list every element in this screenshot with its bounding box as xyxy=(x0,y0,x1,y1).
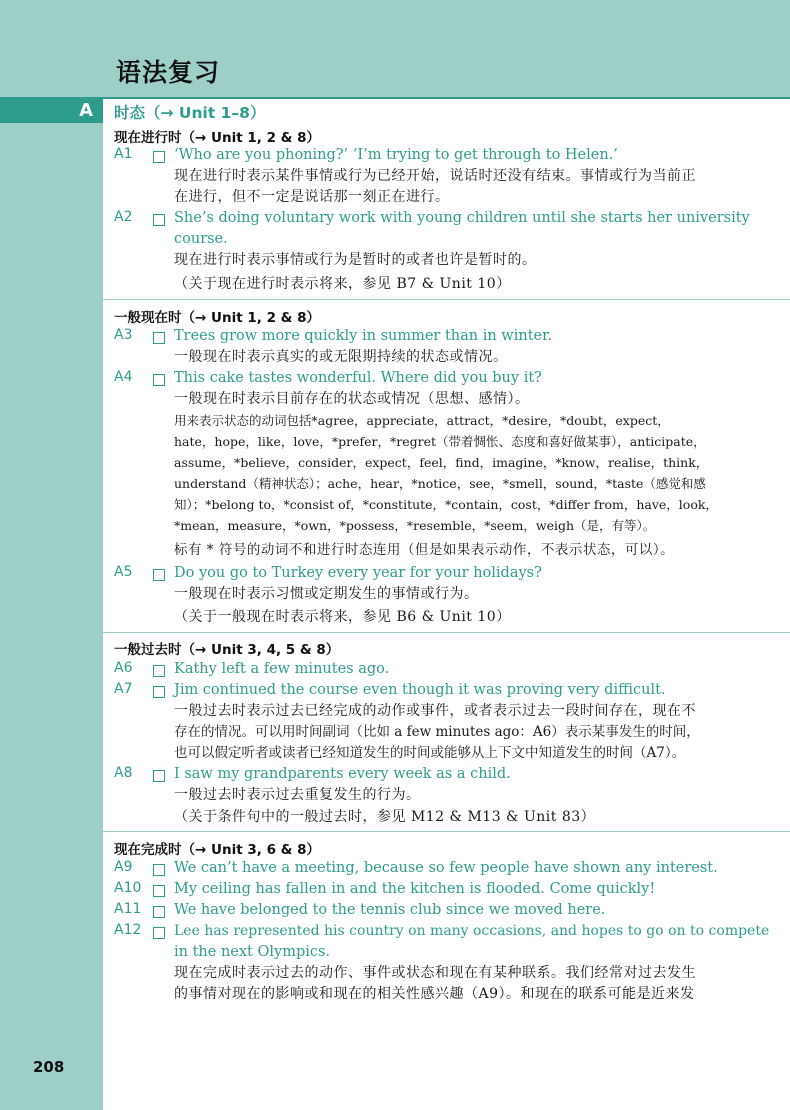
note-a2-1: 现在进行时表示事情或行为是暂时的或者也许是暂时的。 xyxy=(174,252,537,268)
example-a4: This cake tastes wonderful. Where did you buy it? xyxy=(174,370,542,386)
divider xyxy=(103,299,790,300)
page-title: 语法复习 xyxy=(116,58,221,87)
checkbox-a9[interactable] xyxy=(153,864,165,876)
checkbox-a11[interactable] xyxy=(153,906,165,918)
note-a4-8: 标有 * 符号的动词不和进行时态连用（但是如果表示动作，不表示状态，可以）。 xyxy=(174,542,675,558)
note-a4-1: 一般现在时表示目前存在的状态或情况（思想、感情）。 xyxy=(174,391,530,407)
example-a6: Kathy left a few minutes ago. xyxy=(174,661,390,677)
checkbox-a12[interactable] xyxy=(153,927,165,939)
note-a8-2: （关于条件句中的一般过去时，参见 M12 & M13 & Unit 83） xyxy=(174,809,596,825)
note-a5-2: （关于一般现在时表示将来，参见 B6 & Unit 10） xyxy=(174,609,511,625)
note-a1-1: 现在进行时表示某件事情或行为已经开始，说话时还没有结束。事情或行为当前正 xyxy=(174,168,696,184)
subheading-present-perfect: 现在完成时（→ Unit 3, 6 & 8） xyxy=(114,842,321,858)
subheading-past-simple: 一般过去时（→ Unit 3, 4, 5 & 8） xyxy=(114,642,340,658)
example-a8: I saw my grandparents every week as a child. xyxy=(174,766,511,782)
label-a10: A10 xyxy=(114,880,142,896)
note-a7-2: 存在的情况。可以用时间副词（比如 a few minutes ago：A6）表示某事发生的时间， xyxy=(174,724,700,740)
label-a1: A1 xyxy=(114,146,133,162)
example-a1: ‘Who are you phoning?’ ‘I’m trying to get through to Helen.’ xyxy=(174,147,618,163)
label-a4: A4 xyxy=(114,369,133,385)
checkbox-a3[interactable] xyxy=(153,332,165,344)
checkbox-a5[interactable] xyxy=(153,569,165,581)
label-a9: A9 xyxy=(114,859,133,875)
note-a1-2: 在进行，但不一定是说话那一刻正在进行。 xyxy=(174,189,450,205)
note-a7-1: 一般过去时表示过去已经完成的动作或事件，或者表示过去一段时间存在，现在不 xyxy=(174,703,696,719)
example-a12-1: Lee has represented his country on many occasions, and hopes to go on to compete xyxy=(174,923,770,939)
divider xyxy=(103,632,790,633)
section-title: 时态（→ Unit 1–8） xyxy=(114,104,266,122)
example-a5: Do you go to Turkey every year for your holidays? xyxy=(174,565,542,581)
section-letter-tab xyxy=(0,99,103,123)
subheading-present-simple: 一般现在时（→ Unit 1, 2 & 8） xyxy=(114,310,321,326)
checkbox-a1[interactable] xyxy=(153,151,165,163)
note-a8-1: 一般过去时表示过去重复发生的行为。 xyxy=(174,787,421,803)
label-a8: A8 xyxy=(114,765,133,781)
header-rule xyxy=(0,97,790,99)
note-a7-3: 也可以假定听者或读者已经知道发生的时间或能够从上下文中知道发生的时间（A7）。 xyxy=(174,745,686,761)
checkbox-a4[interactable] xyxy=(153,374,165,386)
note-a12-2: 的事情对现在的影响或和现在的相关性感兴趣（A9）。和现在的联系可能是近来发 xyxy=(174,986,695,1002)
example-a7: Jim continued the course even though it was proving very difficult. xyxy=(174,682,666,698)
example-a3: Trees grow more quickly in summer than in winter. xyxy=(174,328,553,344)
note-a4-5: understand（精神状态）；ache，hear，*notice，see，*smell，sound，*taste（感觉和感 xyxy=(174,476,706,491)
left-sidebar xyxy=(0,0,103,1110)
page-number: 208 xyxy=(33,1058,65,1076)
label-a2: A2 xyxy=(114,209,133,225)
note-a4-6: 知）；*belong to，*consist of，*constitute，*contain，cost，*differ from，have，look， xyxy=(174,497,718,512)
checkbox-a7[interactable] xyxy=(153,686,165,698)
checkbox-a2[interactable] xyxy=(153,214,165,226)
note-a4-2: 用来表示状态的动词包括*agree，appreciate，attract，*desire，*doubt，expect， xyxy=(174,413,670,428)
example-a10: My ceiling has fallen in and the kitchen is flooded. Come quickly! xyxy=(174,881,656,897)
example-a2-2: course. xyxy=(174,231,228,247)
note-a4-3: hate，hope，like，love，*prefer，*regret（带着惆怅、态度和喜好做某事），anticipate， xyxy=(174,434,706,449)
checkbox-a6[interactable] xyxy=(153,665,165,677)
label-a12: A12 xyxy=(114,922,142,938)
note-a4-7: *mean，measure，*own，*possess，*resemble，*seem，weigh（是，有等）。 xyxy=(174,518,656,533)
note-a2-2: （关于现在进行时表示将来，参见 B7 & Unit 10） xyxy=(174,276,511,292)
divider xyxy=(103,831,790,832)
example-a2-1: She’s doing voluntary work with young children until she starts her university xyxy=(174,210,750,226)
note-a5-1: 一般现在时表示习惯或定期发生的事情或行为。 xyxy=(174,586,479,602)
label-a11: A11 xyxy=(114,901,142,917)
subheading-present-continuous: 现在进行时（→ Unit 1, 2 & 8） xyxy=(114,130,321,146)
section-letter: A xyxy=(79,100,93,121)
checkbox-a10[interactable] xyxy=(153,885,165,897)
label-a3: A3 xyxy=(114,327,133,343)
checkbox-a8[interactable] xyxy=(153,770,165,782)
example-a9: We can’t have a meeting, because so few people have shown any interest. xyxy=(174,860,718,876)
label-a5: A5 xyxy=(114,564,133,580)
example-a12-2: in the next Olympics. xyxy=(174,944,331,960)
label-a7: A7 xyxy=(114,681,133,697)
example-a11: We have belonged to the tennis club since we moved here. xyxy=(174,902,606,918)
label-a6: A6 xyxy=(114,660,133,676)
note-a12-1: 现在完成时表示过去的动作、事件或状态和现在有某种联系。我们经常对过去发生 xyxy=(174,965,696,981)
note-a4-4: assume，*believe，consider，expect，feel，find，imagine，*know，realise，think， xyxy=(174,455,709,470)
note-a3-1: 一般现在时表示真实的或无限期持续的状态或情况。 xyxy=(174,349,508,365)
